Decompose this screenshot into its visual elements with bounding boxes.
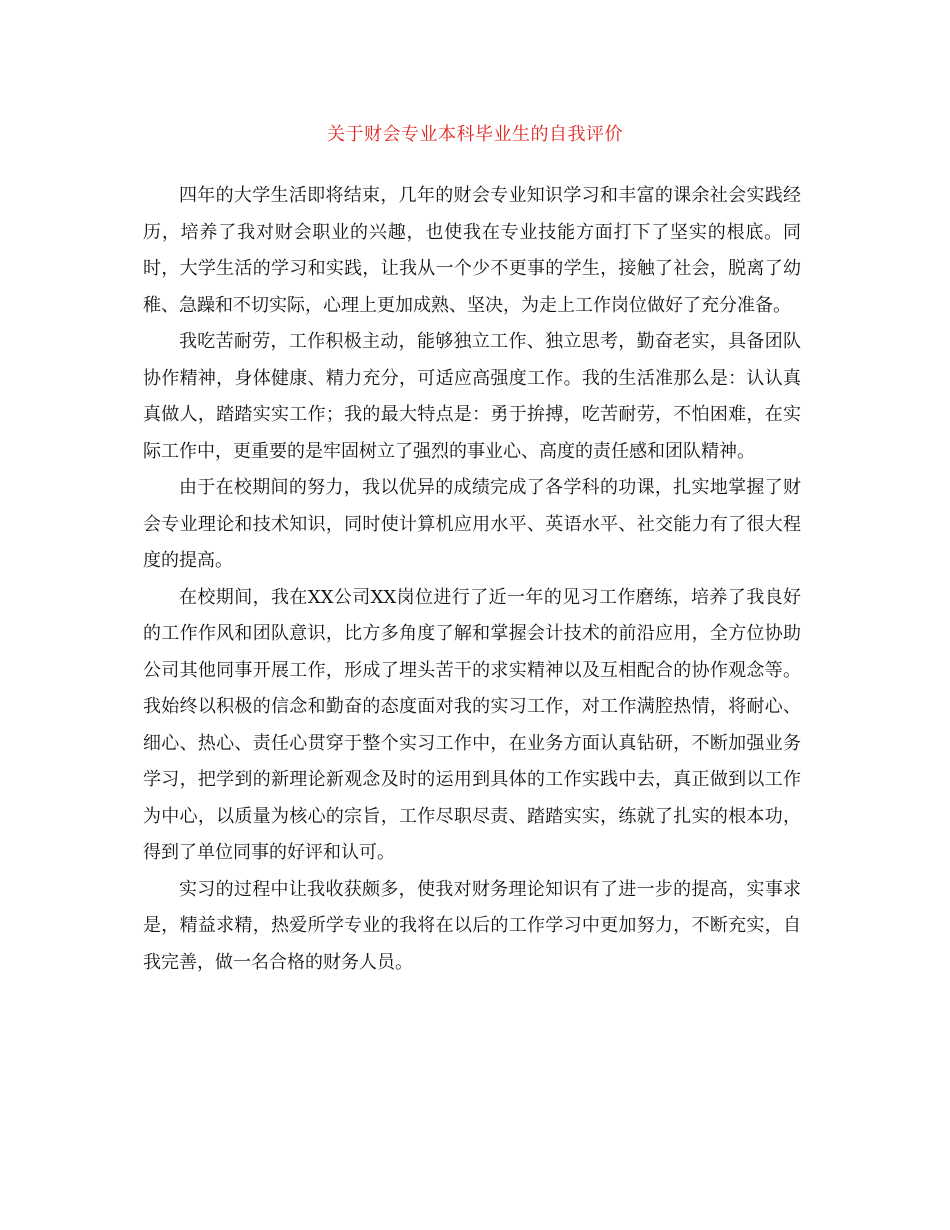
paragraph: 在校期间，我在XX公司XX岗位进行了近一年的见习工作磨练，培养了我良好的工作作风和团队意识，比方多角度了解和掌握会计技术的前沿应用，全方位协助公司其他同事开展工作，形成了埋头苦干的求实精神以及互相配合的协作观念等。我始终以积极的信念和勤奋的态度面对我的实习工作，对工作满腔热情，将耐心、细心、热心、责任心贯穿于整个实习工作中，在业务方面认真钻研，不断加强业务学习，把学到的新理论新观念及时的运用到具体的工作实践中去，真正做到以工作为中心，以质量为核心的宗旨，工作尽职尽责、踏踏实实，练就了扎实的根本功，得到了单位同事的好评和认可。 bbox=[143, 586, 801, 863]
paragraph: 四年的大学生活即将结束，几年的财会专业知识学习和丰富的课余社会实践经历，培养了我对财会职业的兴趣，也使我在专业技能方面打下了坚实的根底。同时，大学生活的学习和实践，让我从一个少不更事的学生，接触了社会，脱离了幼稚、急躁和不切实际，心理上更加成熟、坚决，为走上工作岗位做好了充分准备。 bbox=[143, 185, 801, 316]
paragraph: 实习的过程中让我收获颇多，使我对财务理论知识有了进一步的提高，实事求是，精益求精，热爱所学专业的我将在以后的工作学习中更加努力，不断充实，自我完善，做一名合格的财务人员。 bbox=[143, 878, 801, 973]
paragraph: 我吃苦耐劳，工作积极主动，能够独立工作、独立思考，勤奋老实，具备团队协作精神，身体健康、精力充分，可适应高强度工作。我的生活准那么是：认认真真做人，踏踏实实工作；我的最大特点是：勇于拚搏，吃苦耐劳，不怕困难，在实际工作中，更重要的是牢固树立了强烈的事业心、高度的责任感和团队精神。 bbox=[143, 331, 801, 462]
document-body bbox=[143, 178, 801, 981]
document-title: 关于财会专业本科毕业生的自我评价 bbox=[327, 124, 623, 145]
paragraph: 由于在校期间的努力，我以优异的成绩完成了各学科的功课，扎实地掌握了财会专业理论和技术知识，同时使计算机应用水平、英语水平、社交能力有了很大程度的提高。 bbox=[143, 477, 801, 571]
